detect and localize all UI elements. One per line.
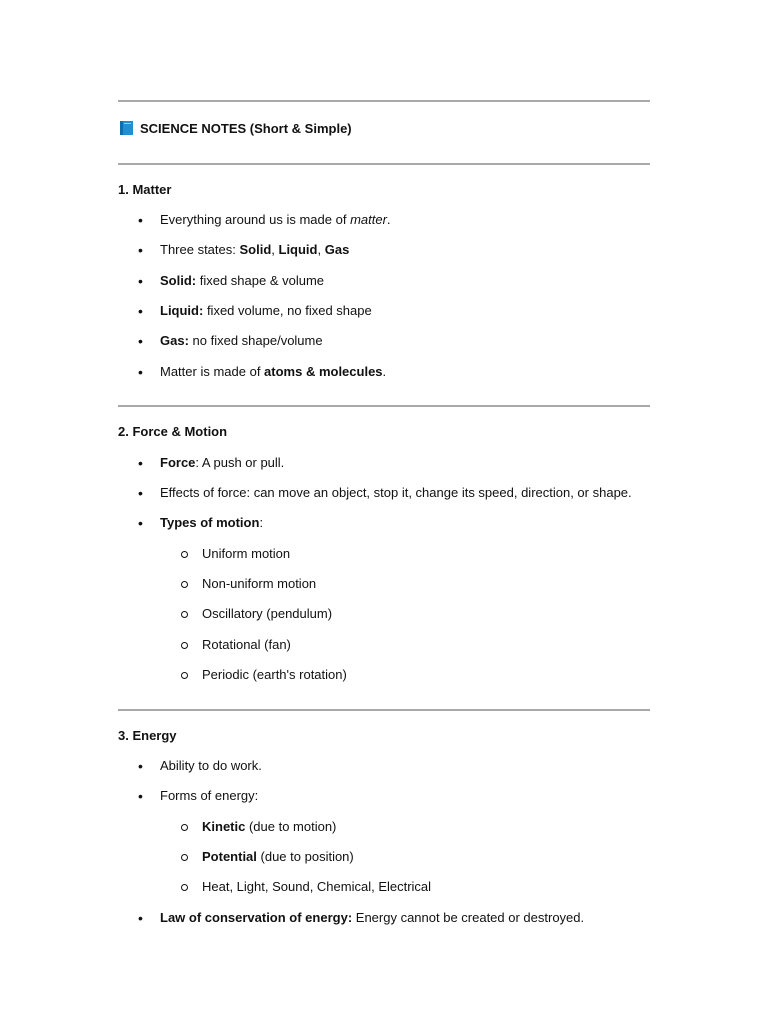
sub-list-item: Uniform motion bbox=[202, 546, 291, 561]
list-item: Everything around us is made of matter. bbox=[160, 212, 391, 227]
bullet: • bbox=[138, 910, 143, 926]
sub-list-item: Heat, Light, Sound, Chemical, Electrical bbox=[202, 879, 432, 894]
bullet: • bbox=[138, 485, 143, 501]
circle-bullet bbox=[181, 581, 188, 588]
list-item: Effects of force: can move an object, stop it, change its speed, direction, or shape. bbox=[160, 485, 632, 500]
horizontal-rule bbox=[118, 163, 650, 165]
list-item: Liquid: fixed volume, no fixed shape bbox=[160, 303, 372, 318]
sub-list-item: Rotational (fan) bbox=[202, 637, 291, 652]
sub-list-item: Periodic (earth's rotation) bbox=[202, 667, 347, 682]
list-item: Solid: fixed shape & volume bbox=[160, 273, 325, 288]
bullet: • bbox=[138, 273, 143, 289]
circle-bullet bbox=[181, 854, 188, 861]
horizontal-rule bbox=[118, 709, 650, 711]
list-item: Ability to do work. bbox=[160, 758, 262, 773]
sub-list-item: Oscillatory (pendulum) bbox=[202, 606, 333, 621]
list-item: Force: A push or pull. bbox=[160, 455, 285, 470]
list-item: Forms of energy: bbox=[160, 788, 259, 803]
bullet: • bbox=[138, 455, 143, 471]
bullet: • bbox=[138, 212, 143, 228]
sub-list-item: Kinetic (due to motion) bbox=[202, 819, 337, 834]
bullet: • bbox=[138, 758, 143, 774]
bullet: • bbox=[138, 788, 143, 804]
document-title: SCIENCE NOTES (Short & Simple) bbox=[140, 121, 352, 136]
circle-bullet bbox=[181, 551, 188, 558]
bullet: • bbox=[138, 333, 143, 349]
circle-bullet bbox=[181, 611, 188, 618]
list-item: Gas: no fixed shape/volume bbox=[160, 333, 323, 348]
circle-bullet bbox=[181, 672, 188, 679]
sub-list-item: Non-uniform motion bbox=[202, 576, 317, 591]
circle-bullet bbox=[181, 884, 188, 891]
circle-bullet bbox=[181, 824, 188, 831]
list-item: Matter is made of atoms & molecules. bbox=[160, 364, 387, 379]
bullet: • bbox=[138, 515, 143, 531]
list-item: Law of conservation of energy: Energy cannot be created or destroyed. bbox=[160, 910, 585, 925]
blue-book-icon bbox=[120, 121, 133, 135]
list-item: Three states: Solid, Liquid, Gas bbox=[160, 242, 350, 257]
section-heading-matter: 1. Matter bbox=[118, 182, 172, 197]
section-heading-energy: 3. Energy bbox=[118, 728, 177, 743]
horizontal-rule bbox=[118, 100, 650, 102]
section-heading-force-motion: 2. Force & Motion bbox=[118, 424, 228, 439]
list-item: Types of motion: bbox=[160, 515, 264, 530]
circle-bullet bbox=[181, 642, 188, 649]
bullet: • bbox=[138, 364, 143, 380]
horizontal-rule bbox=[118, 405, 650, 407]
bullet: • bbox=[138, 303, 143, 319]
sub-list-item: Potential (due to position) bbox=[202, 849, 354, 864]
bullet: • bbox=[138, 242, 143, 258]
